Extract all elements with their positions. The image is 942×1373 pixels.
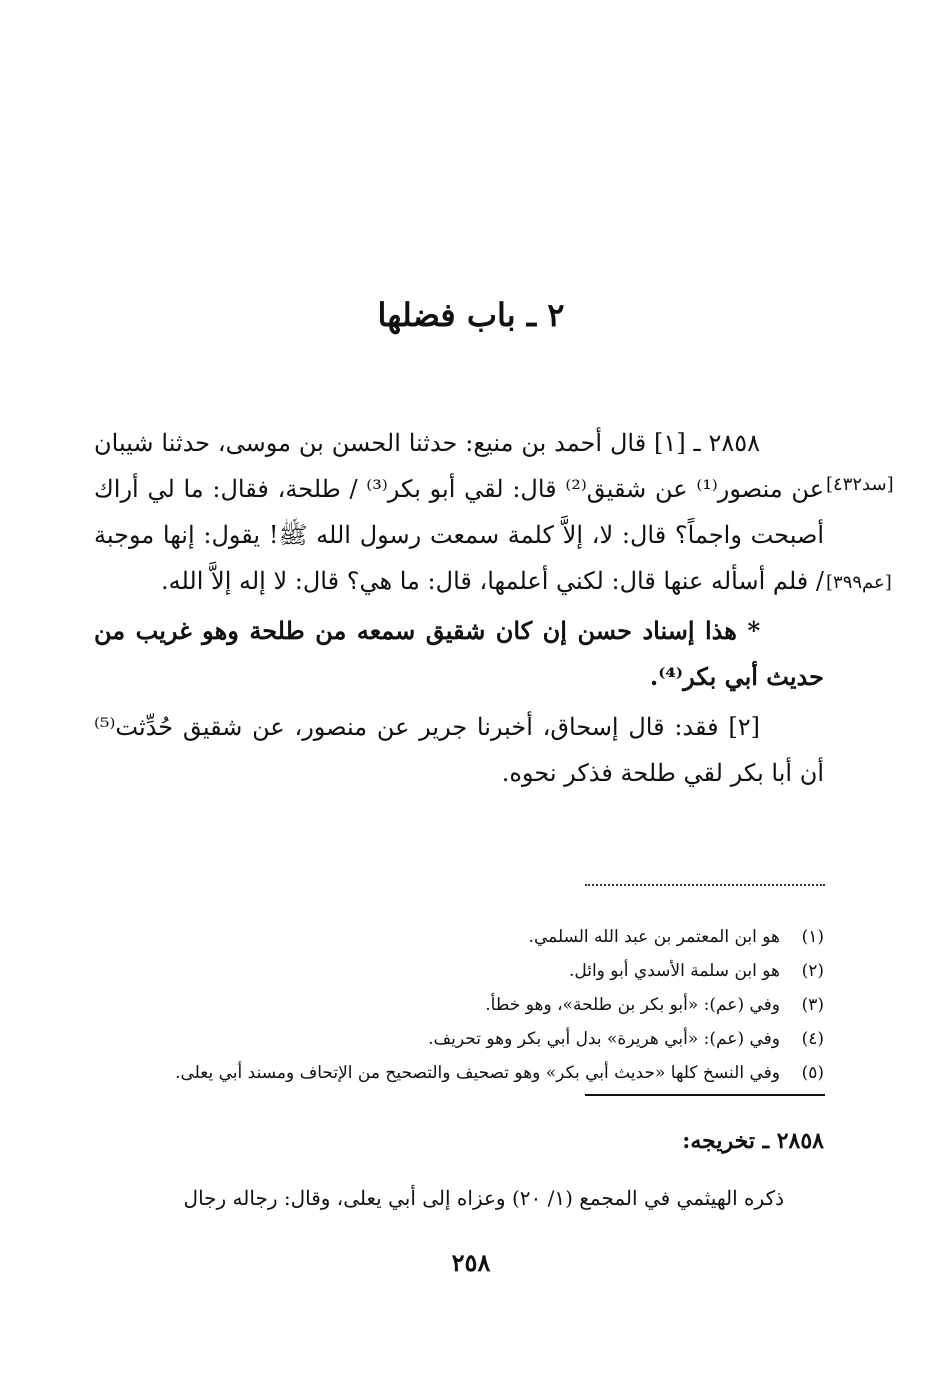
- footnote-text: وفي (عم): «أبي هريرة» بدل أبي بكر وهو تحريف.: [428, 1029, 780, 1049]
- footnote: [94, 1056, 824, 1090]
- footnote: [94, 988, 824, 1022]
- dotted-separator: [585, 884, 825, 886]
- footnote: [94, 1022, 824, 1056]
- footnote-text: هو ابن سلمة الأسدي أبو وائل.: [568, 961, 780, 981]
- footnote-number: (٢): [801, 961, 824, 981]
- takhrij-text: ذكره الهيثمي في المجمع (١/ ٢٠) وعزاه إلى أبي يعلى، وقال: رجاله رجال: [183, 1186, 784, 1210]
- footnote: [94, 920, 824, 954]
- footnote-number: (١): [801, 927, 824, 947]
- footnote-text: وفي (عم): «أبو بكر بن طلحة»، وهو خطأ.: [485, 995, 780, 1015]
- hadith-text: [94, 420, 824, 796]
- page-number: ٢٥٨: [451, 1248, 491, 1277]
- takhrij-heading: ٢٨٥٨ ـ تخريجه:: [682, 1128, 824, 1154]
- footnote-number: (٥): [801, 1063, 824, 1083]
- horizontal-rule: [585, 1094, 825, 1096]
- hadith-grading: * هذا إسناد حسن إن كان شقيق سمعه من طلحة وهو غريب من حديث أبي بكر⁽⁴⁾.: [94, 616, 824, 691]
- footnote: [94, 954, 824, 988]
- footnotes: [94, 920, 824, 1090]
- footnote-text: وفي النسخ كلها «حديث أبي بكر» وهو تصحيف والتصحيح من الإتحاف ومسند أبي يعلى.: [175, 1063, 780, 1083]
- margin-reference: [عم٣٩٩]: [826, 572, 892, 593]
- footnote-number: (٣): [801, 995, 824, 1015]
- margin-reference: [سد٤٣٢]: [826, 474, 894, 495]
- footnote-text: هو ابن المعتمر بن عبد الله السلمي.: [528, 927, 780, 947]
- chapter-title: ٢ ـ باب فضلها: [377, 296, 565, 334]
- hadith-paragraph-2: [٢] فقد: قال إسحاق، أخبرنا جرير عن منصور، عن شقيق حُدِّثت⁽⁵⁾ أن أبا بكر لقي طلحة فذكر نحوه.: [94, 713, 824, 787]
- hadith-paragraph-1: ٢٨٥٨ ـ [١] قال أحمد بن منيع: حدثنا الحسن بن موسى، حدثنا شيبان عن منصور⁽¹⁾ عن شقيق⁽²⁾ قال: لقي أبو بكر⁽³⁾ / طلحة، فقال: ما لي أراك أصبحت واجماً؟ قال: لا، إلاَّ كلمة سمعت رسول الله ﷺ! يقول: إنها موجبة / فلم أسأله عنها قال: لكني أعلمها، قال: ما هي؟ قال: لا إله إلاَّ الله.: [94, 429, 825, 595]
- footnote-number: (٤): [801, 1029, 824, 1049]
